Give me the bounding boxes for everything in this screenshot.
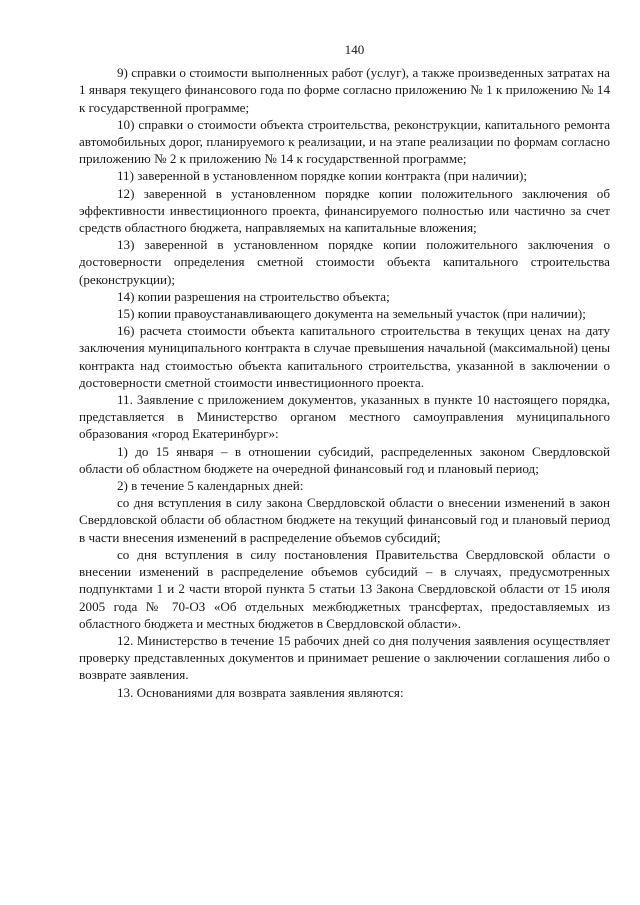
paragraph-law-change: со дня вступления в силу закона Свердловской области о внесении изменений в закон Свердловской области об областном бюджете на текущий финансовый год и плановый период в части внесения изменений в распределение объемов субсидий; xyxy=(79,495,610,545)
paragraph-clause-11: 11. Заявление с приложением документов, указанных в пункте 10 настоящего порядка, представляется в Министерство органом местного самоуправления муниципального образования «город Екатеринбург»: xyxy=(79,392,610,442)
paragraph-subitem-2: 2) в течение 5 календарных дней: xyxy=(117,478,304,494)
paragraph-item-11: 11) заверенной в установленном порядке копии контракта (при наличии); xyxy=(117,168,527,184)
paragraph-item-16: 16) расчета стоимости объекта капитального строительства в текущих ценах на дату заключения муниципального контракта в случае превышения начальной (максимальной) цены контракта над стоимостью объекта капитального строительства, указанной в заключении о достоверности сметной стоимости инвестиционного проекта. xyxy=(79,323,610,390)
paragraph-item-14: 14) копии разрешения на строительство объекта; xyxy=(117,288,390,304)
paragraph-subitem-1: 1) до 15 января – в отношении субсидий, распределенных законом Свердловской области об областном бюджете на очередной финансовый год и плановый период; xyxy=(79,443,610,476)
paragraph-item-10: 10) справки о стоимости объекта строительства, реконструкции, капитального ремонта автомобильных дорог, планируемого к реализации, и на этапе реализации по формам согласно приложению № 2 к приложению № 14 к государственной программе; xyxy=(79,116,610,167)
paragraph-item-12: 12) заверенной в установленном порядке копии положительного заключения об эффективности инвестиционного проекта, финансируемого полностью или частично за счет средств областного бюджета, направляемых на капитальные вложения; xyxy=(79,185,610,236)
page-number: 140 xyxy=(344,42,365,57)
paragraph-resolution-change: со дня вступления в силу постановления Правительства Свердловской области о внесении изменений в распределение объемов субсидий – в случаях, предусмотренных подпунктами 1 и 2 части второй пункта 5 статьи 13 Закона Свердловской области от 15 июля 2005 года № 70-ОЗ «Об отдельных межбюджетных трансфертах, предоставляемых из областного бюджета и местных бюджетов в Свердловской области». xyxy=(79,546,610,631)
paragraph-clause-13: 13. Основаниями для возврата заявления являются: xyxy=(117,684,404,700)
paragraph-clause-12: 12. Министерство в течение 15 рабочих дней со дня получения заявления осуществляет проверку представленных документов и принимает решение о заключении соглашения либо о возврате заявления. xyxy=(79,632,610,683)
paragraph-item-15: 15) копии правоустанавливающего документа на земельный участок (при наличии); xyxy=(117,306,586,322)
paragraph-item-13: 13) заверенной в установленном порядке копии положительного заключения о достоверности определения сметной стоимости объекта капитального строительства (реконструкции); xyxy=(79,237,610,287)
paragraph-item-9: 9) справки о стоимости выполненных работ (услуг), а также произведенных затратах на 1 января текущего финансового года по форме согласно приложению № 1 к приложению № 14 к государственной программе; xyxy=(79,65,610,115)
